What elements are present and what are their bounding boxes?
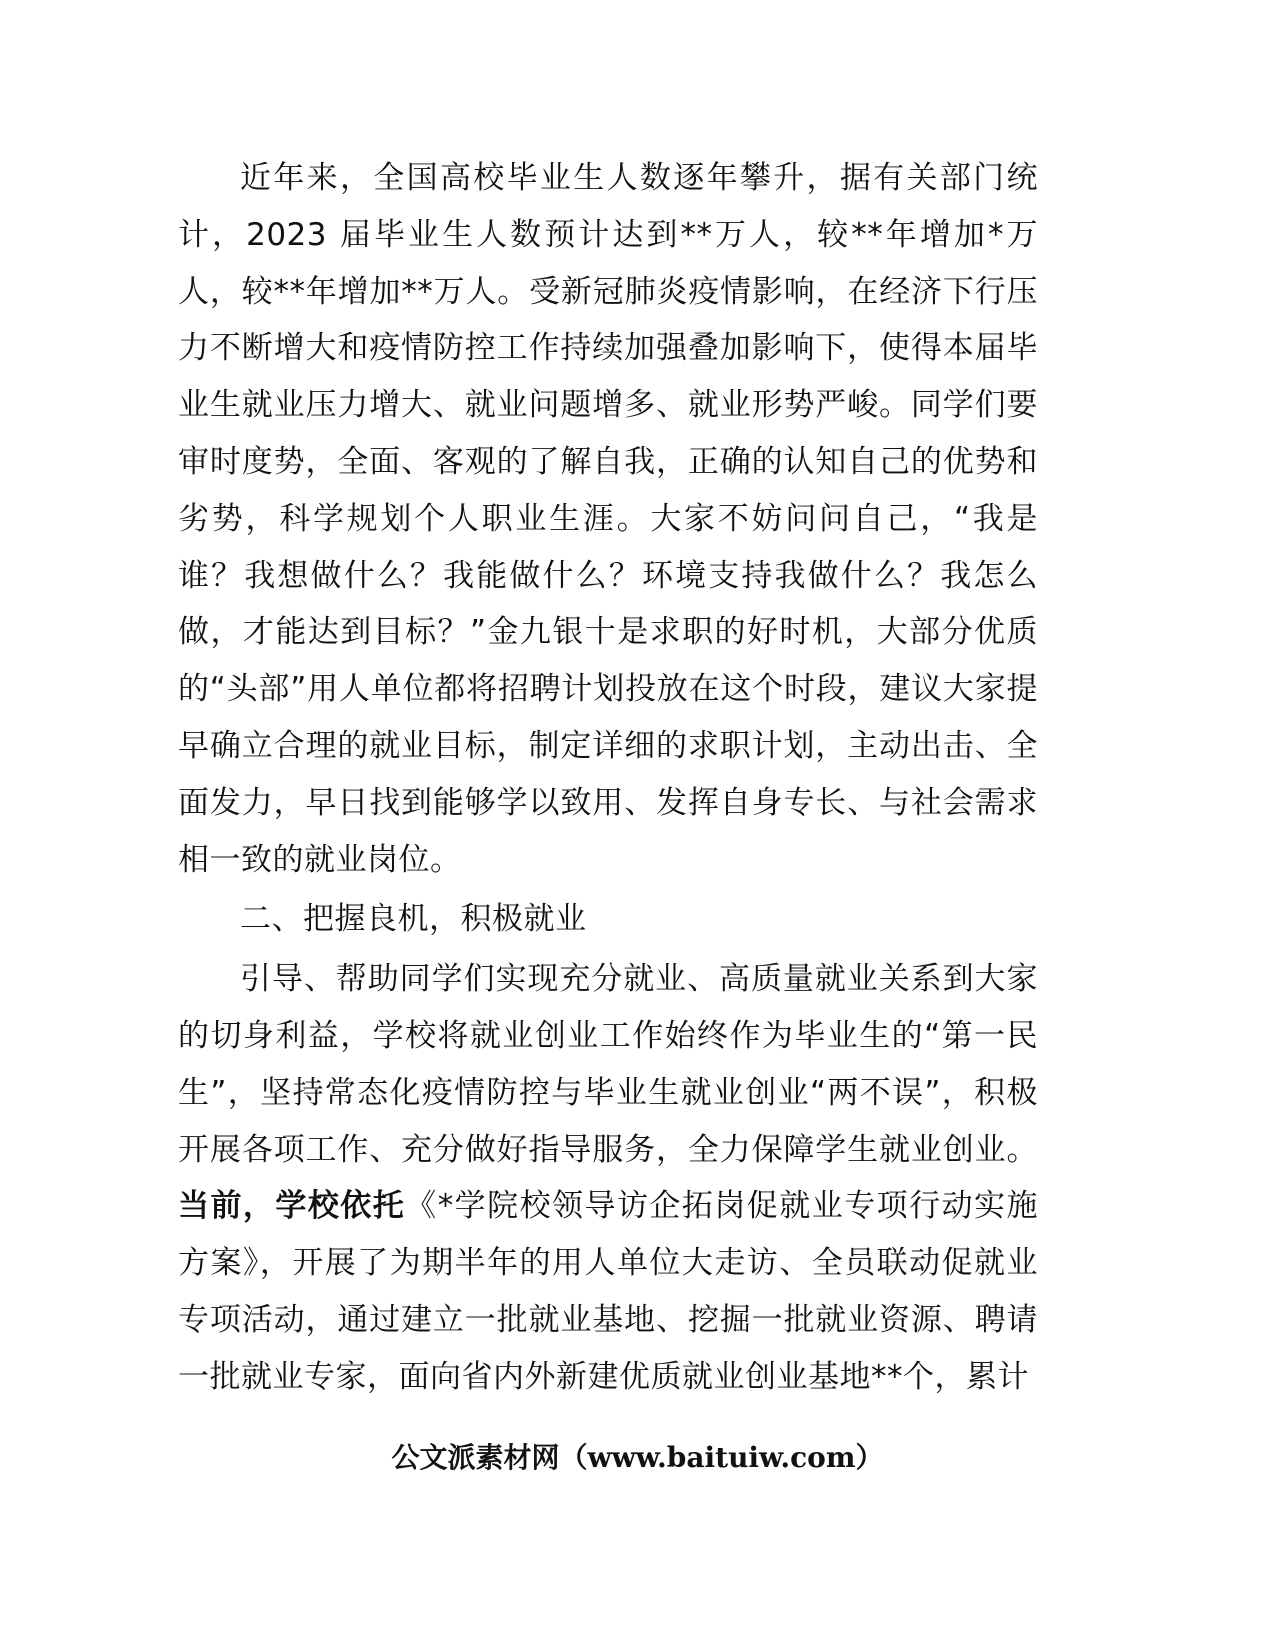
- paragraph-text-run: 《*学院校领导访企拓岗促就业专项行动实施方案》，开展了为期半年的用人单位大走访、全员联动促就业专项活动，通过建立一批就业基地、挖掘一批就业资源、聘请一批就业专家，面向省内外新建优质就业创业基地**个，累计: [178, 1188, 1039, 1395]
- paragraph-school-employment-work: [178, 951, 1038, 1405]
- paragraph-text-run: 引导、帮助同学们实现充分就业、高质量就业关系到大家的切身利益，学校将就业创业工作始终作为毕业生的“第一民生”，坚持常态化疫情防控与毕业生就业创业“两不误”，积极开展各项工作、充分做好指导服务，全力保障学生就业创业。: [178, 961, 1038, 1168]
- document-body: [178, 150, 1038, 1406]
- paragraph-employment-situation: 近年来，全国高校毕业生人数逐年攀升，据有关部门统计，2023 届毕业生人数预计达到**万人，较**年增加*万人，较**年增加**万人。受新冠肺炎疫情影响，在经济下行压力不断增大和疫情防控工作持续加强叠加影响下，使得本届毕业生就业压力增大、就业问题增多、就业形势严峻。同学们要审时度势，全面、客观的了解自我，正确的认知自己的优势和劣势，科学规划个人职业生涯。大家不妨问问自己，“我是谁？我想做什么？我能做什么？环境支持我做什么？我怎么做，才能达到目标？”金九银十是求职的好时机，大部分优质的“头部”用人单位都将招聘计划投放在这个时段，建议大家提早确立合理的就业目标，制定详细的求职计划，主动出击、全面发力，早日找到能够学以致用、发挥自身专长、与社会需求相一致的就业岗位。: [178, 160, 1038, 878]
- section-heading-seize-opportunity: 二、把握良机，积极就业: [240, 901, 587, 938]
- paragraph-bold-run: 当前，学校依托: [178, 1188, 406, 1225]
- footer-watermark: 公文派素材网（www.baituiw.com）: [391, 1441, 884, 1474]
